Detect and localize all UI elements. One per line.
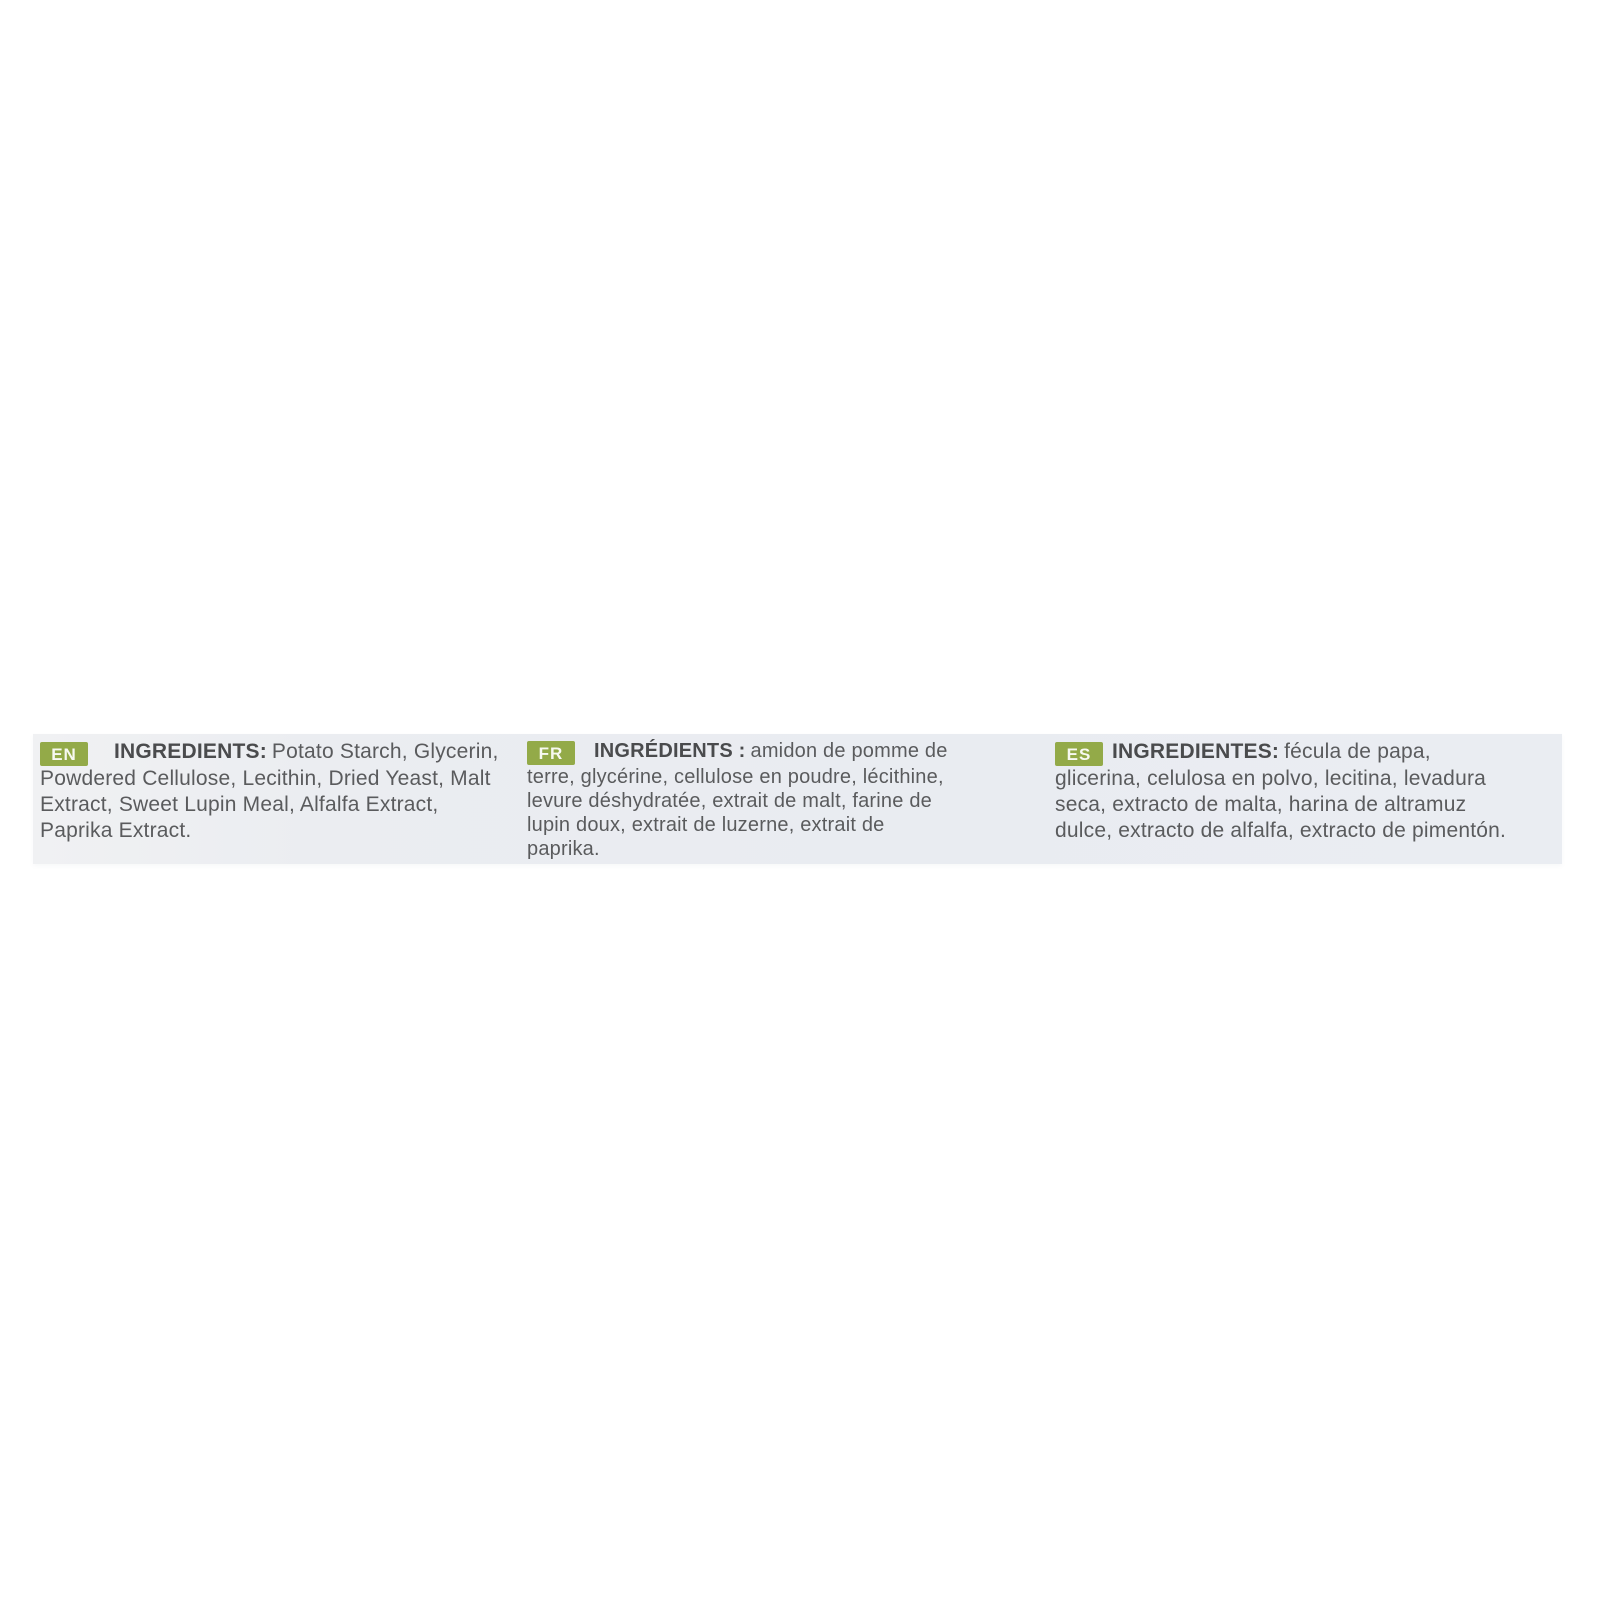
ingredients-line: levure déshydratée, extrait de malt, farine de: [527, 790, 932, 812]
ingredients-line: [527, 739, 999, 765]
ingredients-text: amidon de pomme de: [750, 740, 948, 762]
ingredients-line: dulce, extracto de alfalfa, extracto de pimentón.: [1055, 819, 1507, 842]
language-badge-fr: FR: [527, 741, 575, 765]
ingredients-line: paprika.: [527, 838, 600, 860]
ingredients-section-fr: [527, 739, 999, 861]
ingredients-line: seca, extracto de malta, harina de altramuz: [1055, 793, 1467, 816]
ingredients-heading-en: INGREDIENTS:: [114, 740, 267, 763]
ingredients-line: glicerina, celulosa en polvo, lecitina, levadura: [1055, 767, 1487, 790]
ingredients-panel: [33, 734, 1562, 864]
language-badge-es: ES: [1055, 742, 1103, 766]
ingredients-section-en: [40, 739, 520, 844]
ingredients-line: [40, 739, 520, 766]
ingredients-line: Extract, Sweet Lupin Meal, Alfalfa Extract,: [40, 793, 439, 816]
ingredients-line: [1055, 739, 1539, 766]
ingredients-line: terre, glycérine, cellulose en poudre, lécithine,: [527, 766, 944, 788]
ingredients-text: Potato Starch, Glycerin,: [271, 740, 499, 763]
ingredients-text: fécula de papa,: [1284, 740, 1431, 763]
ingredients-line: lupin doux, extrait de luzerne, extrait de: [527, 814, 885, 836]
ingredients-line: Powdered Cellulose, Lecithin, Dried Yeast, Malt: [40, 767, 491, 790]
language-badge-en: EN: [40, 742, 88, 766]
ingredients-line: Paprika Extract.: [40, 819, 192, 842]
ingredients-heading-fr: INGRÉDIENTS :: [594, 740, 746, 762]
ingredients-section-es: [1055, 739, 1539, 844]
ingredients-heading-es: INGREDIENTES:: [1112, 740, 1280, 763]
